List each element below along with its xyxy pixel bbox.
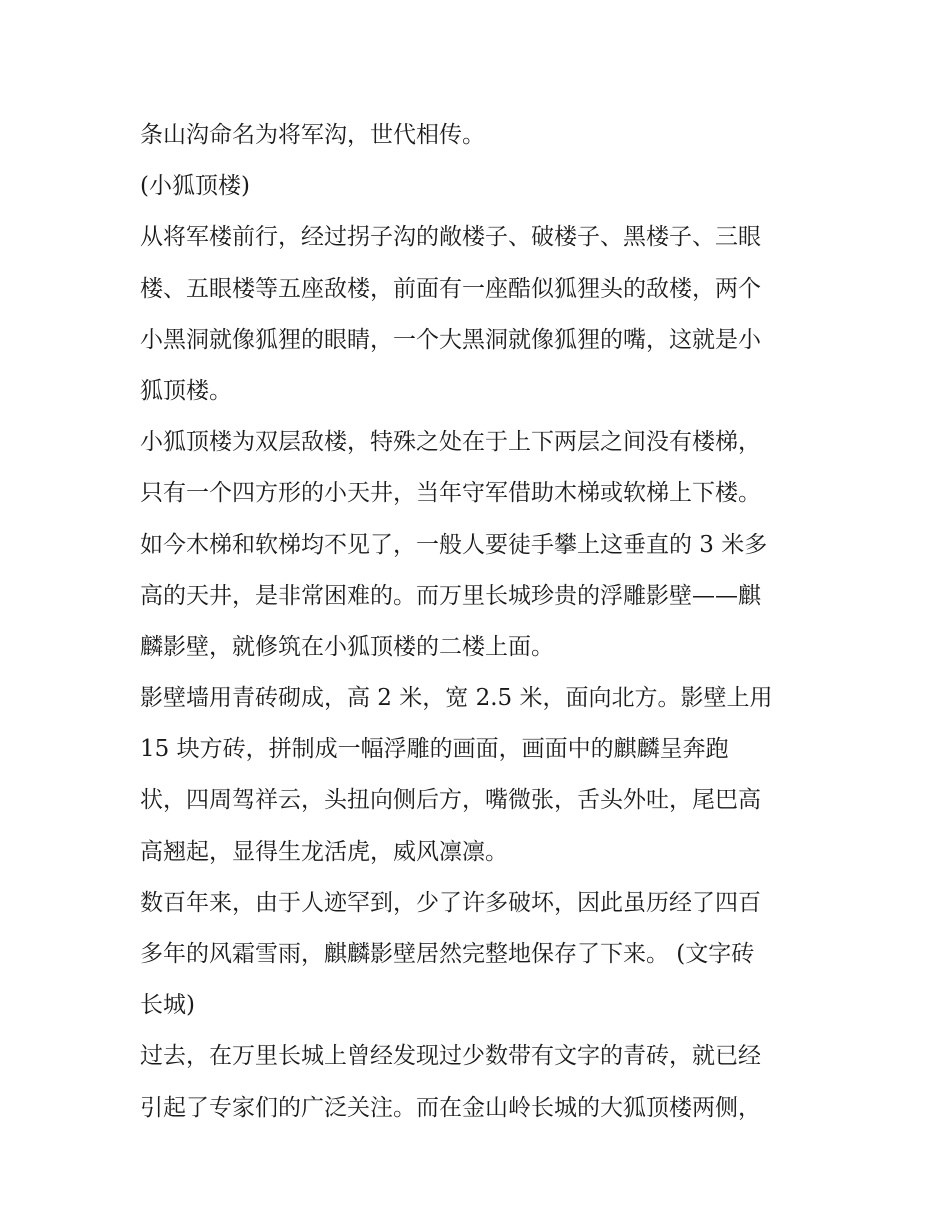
text-line: 过去，在万里长城上曾经发现过少数带有文字的青砖，就已经	[140, 1043, 761, 1070]
text-line: 楼、五眼楼等五座敌楼，前面有一座酷似狐狸头的敌楼，两个	[140, 275, 761, 302]
text-line: 从将军楼前行，经过拐子沟的敞楼子、破楼子、黑楼子、三眼	[140, 224, 761, 251]
text-line: 高翘起，显得生龙活虎，威风凛凛。	[140, 838, 508, 865]
text-line: 条山沟命名为将军沟，世代相传。	[140, 122, 485, 148]
text-line: 如今木梯和软梯均不见了，一般人要徒手攀上这垂直的 3 米多	[140, 531, 768, 558]
text-line: 小黑洞就像狐狸的眼睛，一个大黑洞就像狐狸的嘴，这就是小	[140, 326, 761, 353]
text-line: 小狐顶楼为双层敌楼，特殊之处在于上下两层之间没有楼梯，	[140, 429, 761, 456]
text-line: 15 块方砖，拼制成一幅浮雕的画面，画面中的麒麟呈奔跑	[140, 736, 729, 763]
text-line: 影壁墙用青砖砌成，高 2 米，宽 2.5 米，面向北方。影壁上用	[140, 685, 773, 712]
document-body	[140, 110, 820, 1134]
section-heading: (小狐顶楼)	[140, 173, 250, 200]
section-heading: 长城)	[140, 992, 195, 1019]
text-line: 狐顶楼。	[140, 377, 232, 404]
text-line: 引起了专家们的广泛关注。而在金山岭长城的大狐顶楼两侧，	[140, 1094, 761, 1121]
text-line: 多年的风霜雪雨，麒麟影壁居然完整地保存了下来。 (文字砖	[140, 941, 755, 967]
text-line: 数百年来，由于人迹罕到，少了许多破坏，因此虽历经了四百	[140, 889, 761, 916]
text-line: 麟影壁，就修筑在小狐顶楼的二楼上面。	[140, 633, 554, 660]
text-line: 状，四周驾祥云，头扭向侧后方，嘴微张，舌头外吐，尾巴高	[140, 787, 761, 814]
text-line: 高的天井，是非常困难的。而万里长城珍贵的浮雕影壁——麒	[140, 582, 761, 609]
text-line: 只有一个四方形的小天井，当年守军借助木梯或软梯上下楼。	[140, 480, 761, 507]
